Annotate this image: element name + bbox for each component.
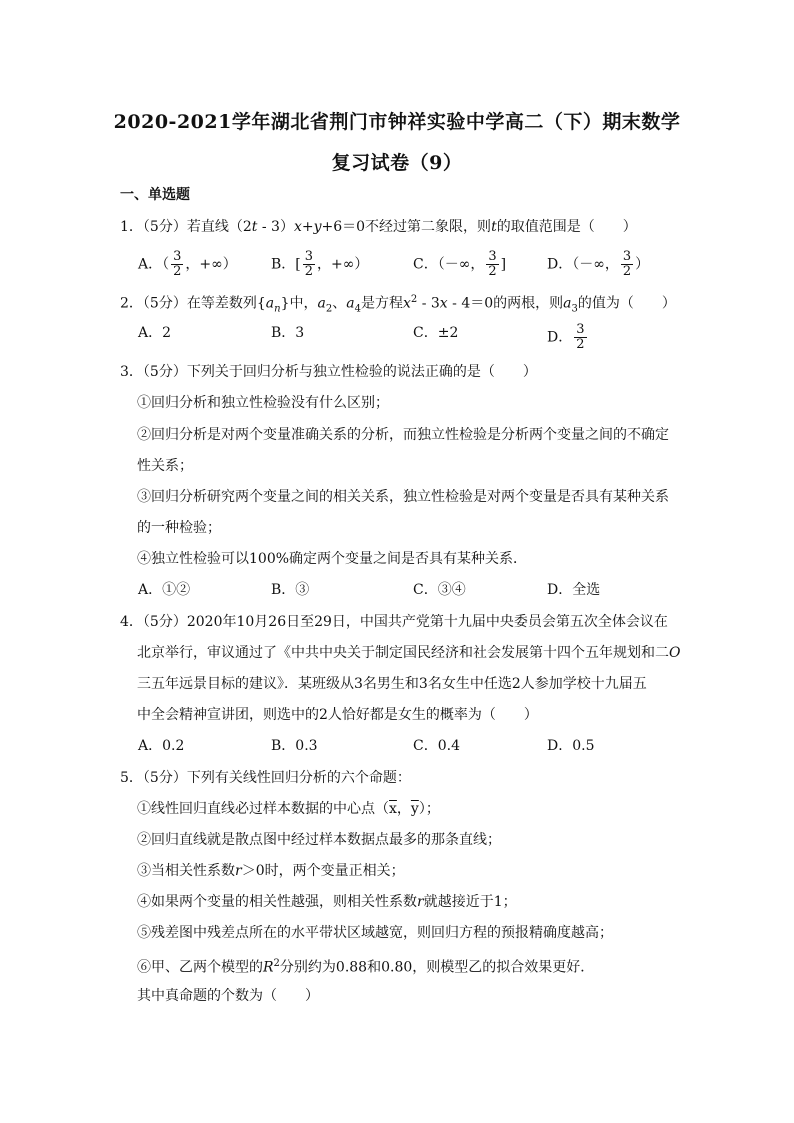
q3-option-b: B．③ [271,582,310,598]
q5-question: 其中真命题的个数为（ ） [137,988,319,1004]
q2-stem: 2．（5分）在等差数列$\{a_n\}$中，$a_2$、$a_4$是方程$x^2 - 3x - 4=0$的两根，则$a_3$的值为（ ） [120,294,676,315]
exam-title-line1: 2020-2021学年湖北省荆门市钟祥实验中学高二（下）期末数学 [113,111,681,133]
q4-stem-line3: 三五年远景目标的建议》．某班级从3名男生和3名女生中任选2人参加学校十九届五 [137,676,647,692]
q3-statement-3: ③回归分析研究两个变量之间的相关关系，独立性检验是对两个变量是否具有某种关系 [137,489,669,505]
q5-statement-4: ④如果两个变量的相关性越强，则相关性系数r就越接近于1； [137,894,517,910]
q3-option-d: D．全选 [547,582,601,598]
q3-option-c: C．③④ [413,582,466,598]
q5-statement-3: ③当相关性系数r＞0时，两个变量正相关； [137,863,405,879]
q1-option-a: A．（ $\frac{3}{2}$ ，+∞） [138,249,237,279]
q2-option-c: C．±2 [413,325,459,341]
q4-option-b: B．0.3 [271,738,318,754]
q4-stem: 4．（5分）2020年10月26日至29日，中国共产党第十九届中央委员会第五次全体会议在 [120,614,668,630]
q1-option-d: D．（－∞， $\frac{3}{2}$ ） [547,249,650,279]
q2-option-a: A．2 [138,325,172,341]
q3-statement-4: ④独立性检验可以100%确定两个变量之间是否具有某种关系． [137,551,528,567]
q1-option-b: B．[ $\frac{3}{2}$ ，+∞） [271,249,369,279]
q5-statement-1: ①线性回归直线必过样本数据的中心点（$\overline{x}$，$\overline{y}$）； [137,801,440,817]
q1-stem: 1．（5分）若直线（2t - 3）x+y+6＝0不经过第二象限，则t的取值范围是（ ） [120,219,637,235]
q2-option-b: B．3 [271,325,305,341]
q5-stem: 5．（5分）下列有关线性回归分析的六个命题： [120,770,411,786]
q4-option-c: C．0.4 [413,738,460,754]
section-heading: 一、单选题 [120,187,190,203]
exam-title-line2: 复习试卷（9） [331,152,463,174]
q5-statement-5: ⑤残差图中残差点所在的水平带状区域越宽，则回归方程的预报精确度越高； [137,925,613,941]
q4-stem-line2: 北京举行，审议通过了《中共中央关于制定国民经济和社会发展第十四个五年规划和二O [137,645,681,661]
q3-stem: 3．（5分）下列关于回归分析与独立性检验的说法正确的是（ ） [120,364,537,380]
q4-option-d: D．0.5 [547,738,595,754]
q3-option-a: A．①② [138,582,191,598]
q3-statement-2-cont: 性关系； [137,458,193,474]
q3-statement-3-cont: 的一种检验； [137,520,221,536]
q3-statement-1: ①回归分析和独立性检验没有什么区别； [137,395,389,411]
q2-option-d: D． $\frac{3}{2}$ [547,322,585,352]
q1-option-c: C．（－∞， $\frac{3}{2}$ ] [413,249,507,279]
q3-statement-2: ②回归分析是对两个变量准确关系的分析，而独立性检验是分析两个变量之间的不确定 [137,427,669,443]
q4-option-a: A．0.2 [138,738,185,754]
q5-statement-6: ⑥甲、乙两个模型的$R^2$分别约为0.88和0.80，则模型乙的拟合效果更好． [137,958,595,976]
q5-statement-2: ②回归直线就是散点图中经过样本数据点最多的那条直线； [137,832,501,848]
q4-stem-line4: 中全会精神宣讲团，则选中的2人恰好都是女生的概率为（ ） [137,707,538,723]
